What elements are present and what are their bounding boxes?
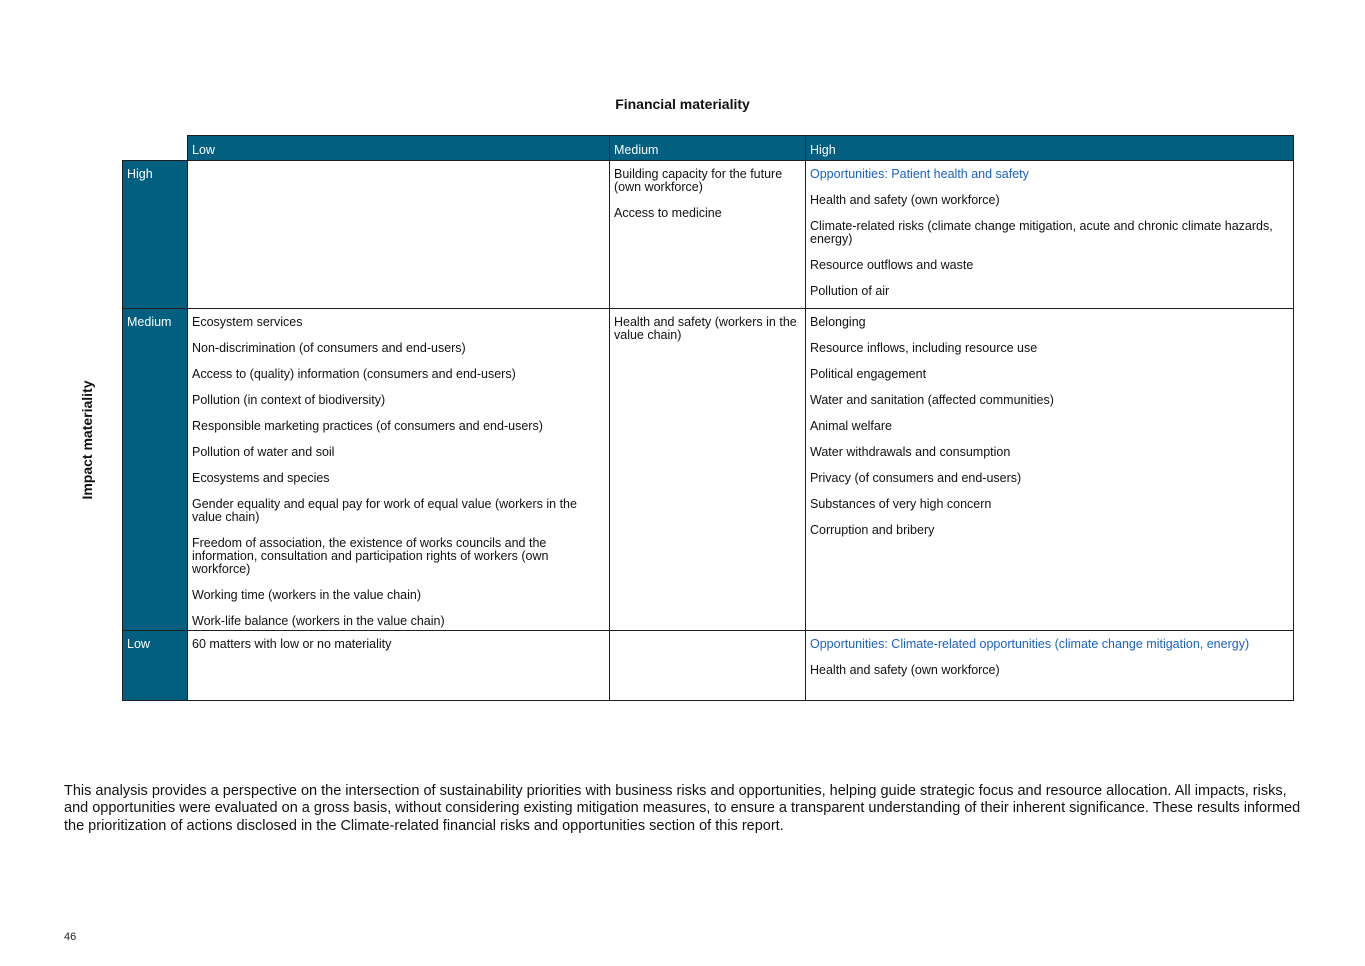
column-header-medium: Medium	[610, 136, 806, 161]
row-header-low: Low	[123, 631, 188, 701]
matrix-row-medium	[123, 309, 1294, 631]
matter-item: Work-life balance (workers in the value chain)	[192, 614, 445, 628]
matter-item: Working time (workers in the value chain)	[192, 588, 422, 602]
cell-high-high	[806, 161, 1294, 309]
matter-item: Ecosystem services	[192, 315, 303, 329]
cell-high-low	[188, 161, 610, 309]
opportunity-item: Opportunities: Climate-related opportunities (climate change mitigation, energy)	[810, 637, 1250, 651]
row-header-high: High	[123, 161, 188, 309]
matter-item: Privacy (of consumers and end-users)	[810, 471, 1022, 485]
impact-materiality-label: Impact materiality	[79, 380, 95, 500]
matter-item: Water withdrawals and consumption	[810, 445, 1011, 459]
matrix-header-row	[123, 136, 1294, 161]
matter-item: Access to (quality) information (consumers and end-users)	[192, 367, 516, 381]
matter-item: Pollution of water and soil	[192, 445, 335, 459]
analysis-footnote: This analysis provides a perspective on the intersection of sustainability priorities with business risks and opportunities, helping guide strategic focus and resource allocation. All impacts, risks, and opportunities were evaluated on a gross basis, without considering existing mitigation measures, to ensure a transparent understanding of their inherent significance. These results informed the prioritization of actions disclosed in the Climate-related financial risks and opportunities section of this report.	[64, 782, 1301, 834]
cell-low-medium	[610, 631, 806, 701]
matter-item: Resource outflows and waste	[810, 258, 974, 272]
matter-item: Building capacity for the future (own workforce)	[614, 167, 783, 194]
opportunity-item: Opportunities: Patient health and safety	[810, 167, 1029, 181]
financial-materiality-title: Financial materiality	[615, 96, 750, 112]
matter-item: Health and safety (own workforce)	[810, 663, 1000, 677]
matter-item: Pollution (in context of biodiversity)	[192, 393, 386, 407]
matter-item: Gender equality and equal pay for work of equal value (workers in the value chain)	[192, 497, 577, 524]
cell-medium-low	[188, 309, 610, 631]
matter-item: Animal welfare	[810, 419, 892, 433]
matter-item: Health and safety (own workforce)	[810, 193, 1000, 207]
cell-medium-medium	[610, 309, 806, 631]
matter-item: Resource inflows, including resource use	[810, 341, 1038, 355]
matter-item: Water and sanitation (affected communities)	[810, 393, 1054, 407]
cell-medium-high	[806, 309, 1294, 631]
matter-item: Health and safety (workers in the value chain)	[614, 315, 797, 342]
row-header-medium: Medium	[123, 309, 188, 631]
matrix-corner	[123, 136, 188, 161]
matter-item: Ecosystems and species	[192, 471, 330, 485]
matrix-row-high	[123, 161, 1294, 309]
matrix-row-low	[123, 631, 1294, 701]
column-header-high: High	[806, 136, 1294, 161]
matter-item: Non-discrimination (of consumers and end-users)	[192, 341, 466, 355]
cell-low-low	[188, 631, 610, 701]
matter-item: Freedom of association, the existence of works councils and the information, consultation and participation rights of workers (own workforce)	[192, 536, 549, 576]
matter-item: Pollution of air	[810, 284, 890, 298]
cell-low-high	[806, 631, 1294, 701]
materiality-matrix	[122, 135, 1294, 701]
matter-item: Substances of very high concern	[810, 497, 992, 511]
column-header-low: Low	[188, 136, 610, 161]
matter-item: 60 matters with low or no materiality	[192, 637, 392, 651]
cell-high-medium	[610, 161, 806, 309]
matter-item: Responsible marketing practices (of consumers and end-users)	[192, 419, 543, 433]
matter-item: Access to medicine	[614, 206, 722, 220]
matter-item: Political engagement	[810, 367, 927, 381]
matter-item: Corruption and bribery	[810, 523, 935, 537]
matter-item: Belonging	[810, 315, 866, 329]
page-number: 46	[64, 931, 77, 943]
matter-item: Climate-related risks (climate change mitigation, acute and chronic climate hazards, energy)	[810, 219, 1273, 246]
